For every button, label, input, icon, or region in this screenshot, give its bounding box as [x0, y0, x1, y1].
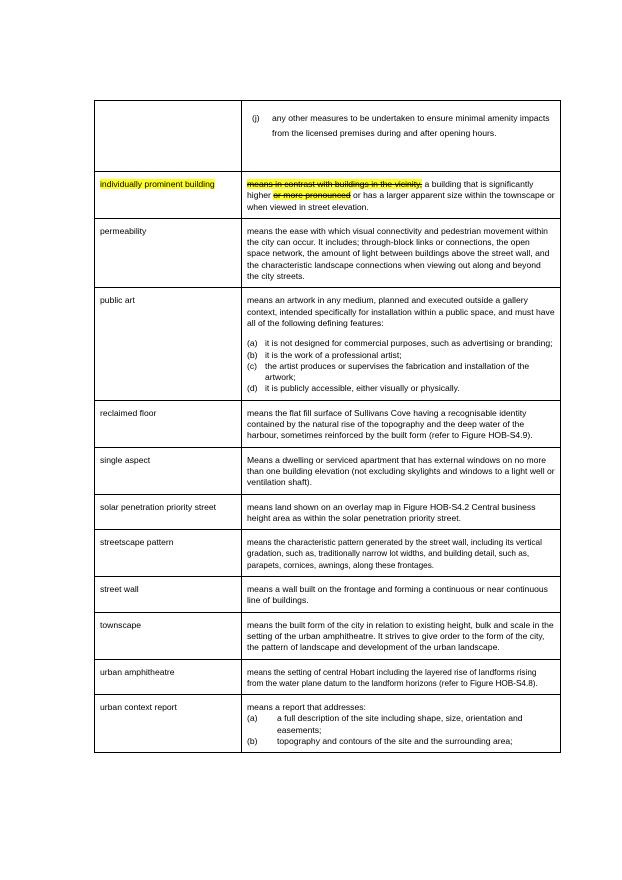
- definition-cell: means the ease with which visual connectivity and pedestrian movement within the city can occur. It includes; through-block links or connections, the open space network, the amount of light between buildings above the street wall, and the characteristic landscape connections when viewing out along and beyond the city streets.: [242, 218, 561, 287]
- criteria-list: [247, 338, 555, 394]
- table-row: [95, 218, 561, 287]
- table-row: [95, 101, 561, 172]
- definition-cell: means a wall built on the frontage and forming a continuous or near continuous line of buildings.: [242, 577, 561, 613]
- list-item-text: any other measures to be undertaken to ensure minimal amenity impacts from the licensed premises during and after opening hours.: [272, 113, 550, 138]
- definition-text: means a report that addresses:: [247, 702, 366, 713]
- term-cell: street wall: [95, 577, 242, 613]
- table-row: [95, 530, 561, 577]
- list-item-text: the artist produces or supervises the fabrication and installation of the artwork;: [265, 360, 530, 383]
- list-item: [247, 361, 555, 384]
- term-cell: urban amphitheatre: [95, 659, 242, 695]
- term-cell: permeability: [95, 218, 242, 287]
- term-cell: reclaimed floor: [95, 400, 242, 447]
- definition-cell: means land shown on an overlay map in Figure HOB-S4.2 Central business height area as within the solar penetration priority street.: [242, 494, 561, 530]
- list-item-text: a full description of the site including shape, size, orientation and easements;: [277, 713, 523, 735]
- list-item-label: (a): [247, 713, 258, 724]
- definition-cell: [242, 288, 561, 400]
- table-row: [95, 447, 561, 494]
- term-cell: [95, 172, 242, 219]
- definition-cell: Means a dwelling or serviced apartment that has external windows on no more than one building elevation (not excluding skylights and windows to a light well or ventilation shaft).: [242, 447, 561, 494]
- list-item: [247, 350, 555, 361]
- list-item: [247, 383, 555, 394]
- definition-text: means an artwork in any medium, planned and executed outside a gallery context, intended specifically for installation within a public space, and must have all of the following defining features:: [247, 295, 555, 328]
- list-item-label: (j): [252, 113, 260, 123]
- term-cell: [95, 101, 242, 172]
- list-item-label: (a): [247, 338, 258, 349]
- definition-cell: means the setting of central Hobart including the layered rise of landforms rising from the water plane datum to the landform horizons (refer to Figure HOB-S4.8).: [242, 659, 561, 695]
- struck-highlighted-text: means in contrast with buildings in the vicinity,: [247, 179, 423, 189]
- list-item-text: it is not designed for commercial purposes, such as advertising or branding;: [265, 338, 553, 349]
- table-row: [95, 659, 561, 695]
- table-row: [95, 494, 561, 530]
- term-cell: townscape: [95, 612, 242, 659]
- list-item: [247, 713, 555, 736]
- list-item-text: it is the work of a professional artist;: [265, 349, 402, 360]
- definition-text: or has a larger apparent size within the townscape or when viewed in street elevation.: [247, 190, 555, 212]
- list-item: [247, 338, 555, 349]
- definition-cell: [242, 695, 561, 753]
- list-item-label: (b): [247, 349, 258, 360]
- table-row: [95, 172, 561, 219]
- list-item-label: (c): [247, 360, 258, 371]
- definition-text: a building that is significantly higher: [247, 179, 534, 201]
- list-item-label: (b): [247, 735, 258, 746]
- struck-highlighted-text: or more pronounced: [273, 190, 351, 201]
- list-item-label: (d): [247, 383, 258, 394]
- table-row: [95, 695, 561, 753]
- definitions-table: [94, 100, 561, 753]
- term-cell: solar penetration priority street: [95, 494, 242, 530]
- table-row: [95, 400, 561, 447]
- definition-cell: [242, 101, 561, 172]
- list-item-text: it is publicly accessible, either visually or physically.: [265, 383, 460, 394]
- list-item: [247, 736, 555, 747]
- definition-cell: [242, 172, 561, 219]
- table-row: [95, 577, 561, 613]
- definition-cell: means the flat fill surface of Sullivans Cove having a recognisable identity contained by the natural rise of the topography and the deep water of the harbour, sometimes reinforced by the built form (refer to Figure HOB-S4.9).: [242, 400, 561, 447]
- term-cell: urban context report: [95, 695, 242, 753]
- term-cell: streetscape pattern: [95, 530, 242, 577]
- table-row: [95, 288, 561, 400]
- definition-cell: means the built form of the city in relation to existing height, bulk and scale in the setting of the urban amphitheatre. It strives to give order to the form of the city, the pattern of landscape and development of the urban landscape.: [242, 612, 561, 659]
- list-item-text: topography and contours of the site and the surrounding area;: [277, 735, 513, 746]
- term-cell: public art: [95, 288, 242, 400]
- list-item: [252, 111, 555, 140]
- definition-cell: means the characteristic pattern generated by the street wall, including its vertical gradation, such as, traditionally narrow lot widths, and building detail, such as, parapets, cornices, awnings, along these frontages.: [242, 530, 561, 577]
- highlighted-term: individually prominent building: [100, 179, 215, 189]
- table-row: [95, 612, 561, 659]
- term-cell: single aspect: [95, 447, 242, 494]
